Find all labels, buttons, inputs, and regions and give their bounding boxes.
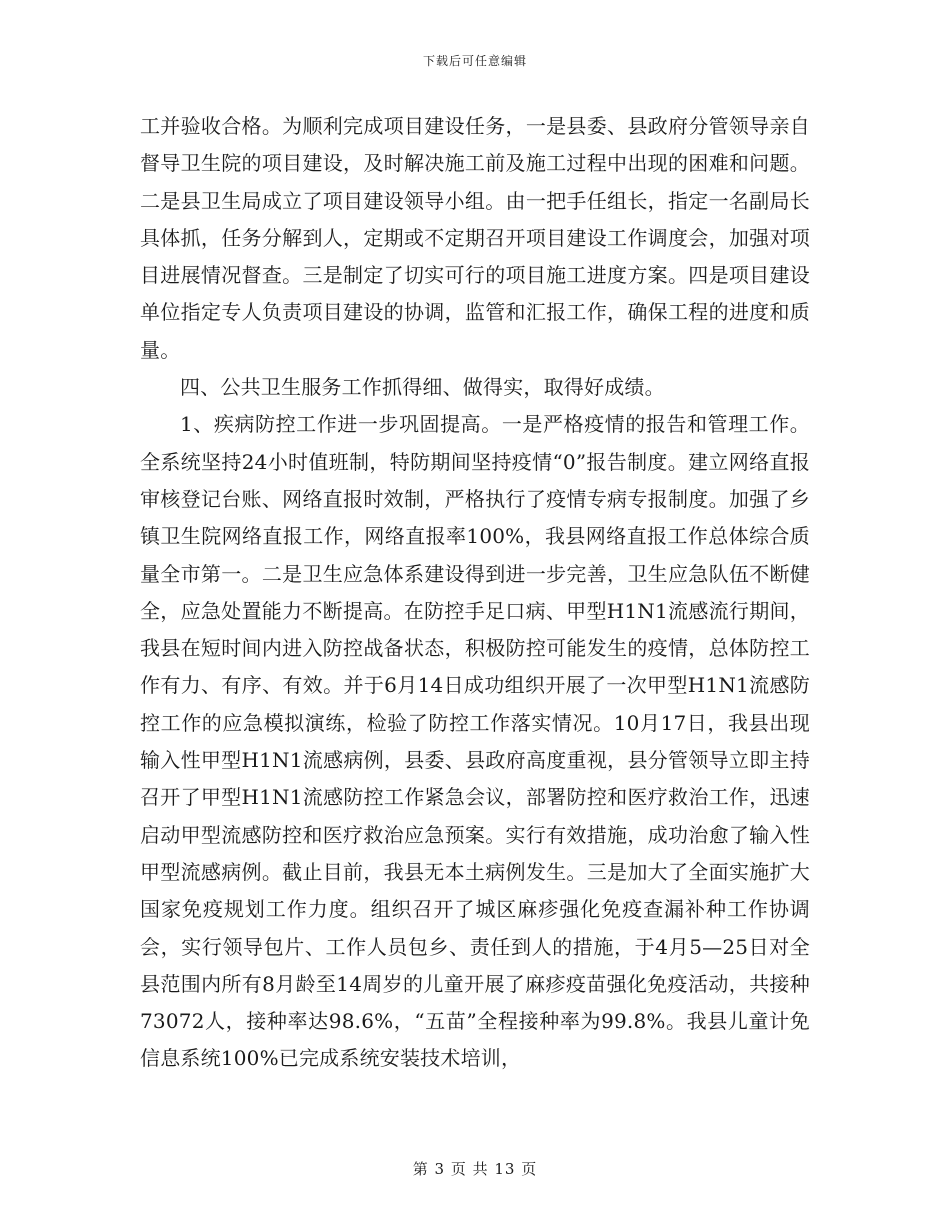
document-body (140, 108, 810, 1078)
page-header: 下载后可任意编辑 (422, 54, 527, 68)
paragraph-project-construction: 工并验收合格。为顺利完成项目建设任务，一是县委、县政府分管领导亲自督导卫生院的项目建设，及时解决施工前及施工过程中出现的困难和问题。二是县卫生局成立了项目建设领导小组。由一把手任组长，指定一名副局长具体抓，任务分解到人，定期或不定期召开项目建设工作调度会，加强对项目进展情况督查。三是制定了切实可行的项目施工进度方案。四是项目建设单位指定专人负责项目建设的协调，监管和汇报工作，确保工程的进度和质量。 (140, 114, 810, 362)
paragraph-disease-control: 1、疾病防控工作进一步巩固提高。一是严格疫情的报告和管理工作。全系统坚持24小时值班制，特防期间坚持疫情“0”报告制度。建立网络直报审核登记台账、网络直报时效制，严格执行了疫情专病专报制度。加强了乡镇卫生院网络直报工作，网络直报率100%，我县网络直报工作总体综合质量全市第一。二是卫生应急体系建设得到进一步完善，卫生应急队伍不断健全，应急处置能力不断提高。在防控手足口病、甲型H1N1流感流行期间，我县在短时间内进入防控战备状态，积极防控可能发生的疫情，总体防控工作有力、有序、有效。并于6月14日成功组织开展了一次甲型H1N1流感防控工作的应急模拟演练，检验了防控工作落实情况。10月17日，我县出现输入性甲型H1N1流感病例，县委、县政府高度重视，县分管领导立即主持召开了甲型H1N1流感防控工作紧急会议，部署防控和医疗救治工作，迅速启动甲型流感防控和医疗救治应急预案。实行有效措施，成功治愈了输入性甲型流感病例。截止目前，我县无本土病例发生。三是加大了全面实施扩大国家免疫规划工作力度。组织召开了城区麻疹强化免疫查漏补种工作协调会，实行领导包片、工作人员包乡、责任到人的措施，于4月5—25日对全县范围内所有8月龄至14周岁的儿童开展了麻疹疫苗强化免疫活动，共接种73072人，接种率达98.6%，“五苗”全程接种率为99.8%。我县儿童计免信息系统100%已完成系统安装技术培训， (140, 412, 810, 1071)
page-number: 第 3 页 共 13 页 (412, 1160, 538, 1178)
paragraph-section-heading: 四、公共卫生服务工作抓得细、做得实，取得好成绩。 (180, 375, 665, 400)
